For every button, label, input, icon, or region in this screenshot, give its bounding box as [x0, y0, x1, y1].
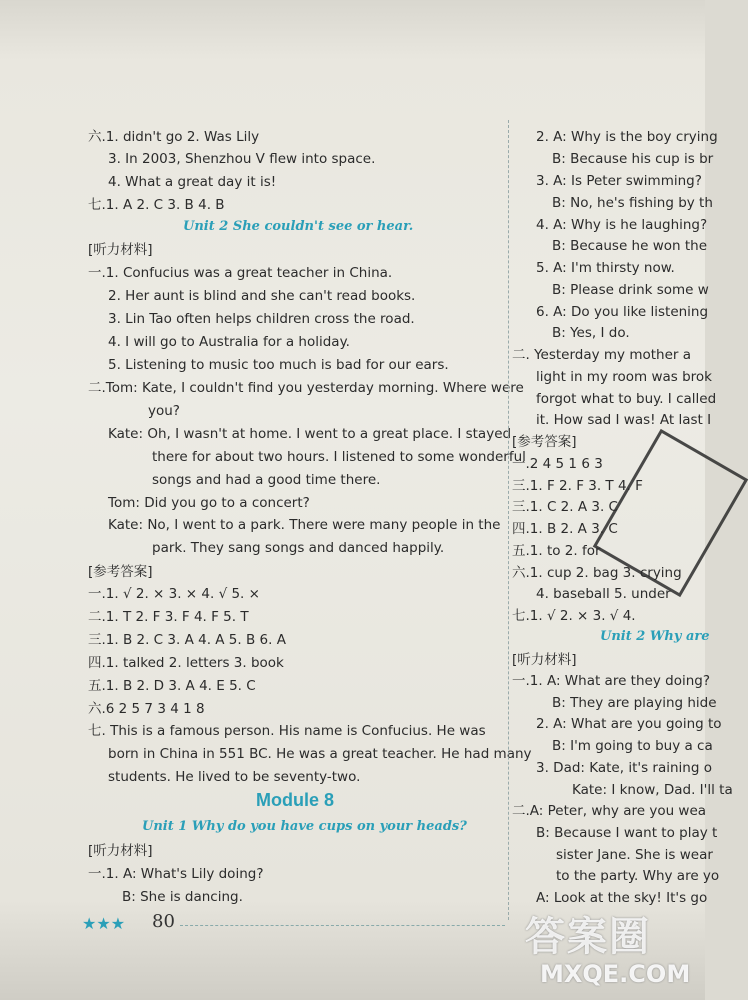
- transcript-line: B: Please drink some w: [552, 282, 709, 298]
- transcript-line: park. They sang songs and danced happily.: [152, 540, 445, 556]
- answer-line: 五.1. B 2. D 3. A 4. E 5. C: [88, 678, 256, 694]
- transcript-line: Kate: Oh, I wasn't at home. I went to a great place. I stayed: [108, 426, 512, 442]
- answer-line: 三.1. F 2. F 3. T 4. F: [512, 478, 643, 494]
- transcript-line: you?: [148, 403, 180, 419]
- answer-line: 二.1. T 2. F 3. F 4. F 5. T: [88, 609, 249, 625]
- transcript-line: 一.1. Confucius was a great teacher in China.: [88, 265, 393, 281]
- transcript-line: there for about two hours. I listened to some wonderful: [152, 449, 526, 465]
- transcript-line: songs and had a good time there.: [152, 472, 381, 488]
- footer-rule: [180, 925, 505, 926]
- answer-line: 六.1. cup 2. bag 3. crying: [512, 565, 682, 581]
- transcript-line: 二.Tom: Kate, I couldn't find you yesterday morning. Where were: [88, 380, 524, 396]
- transcript-line: B: Because I want to play t: [536, 825, 718, 841]
- section-label: [参考答案]: [88, 564, 153, 580]
- answer-line: 七.1. √ 2. × 3. √ 4.: [512, 608, 636, 624]
- transcript-line: light in my room was brok: [536, 369, 712, 385]
- section-label: [听力材料]: [512, 652, 577, 668]
- transcript-line: 6. A: Do you like listening: [536, 304, 709, 320]
- transcript-line: Kate: No, I went to a park. There were many people in the: [108, 517, 501, 533]
- answer-line: 四.1. B 2. A 3. C: [512, 521, 618, 537]
- transcript-line: 2. A: Why is the boy crying: [536, 129, 718, 145]
- transcript-line: 4. A: Why is he laughing?: [536, 217, 708, 233]
- transcript-line: Tom: Did you go to a concert?: [108, 495, 310, 511]
- answer-line: 一.1. √ 2. × 3. × 4. √ 5. ×: [88, 586, 260, 602]
- transcript-line: B: No, he's fishing by th: [552, 195, 713, 211]
- answer-line: 一.2 4 5 1 6 3: [512, 456, 603, 472]
- answer-line: 三.1. C 2. A 3. C: [512, 499, 618, 515]
- answer-line: 3. In 2003, Shenzhou V flew into space.: [108, 151, 376, 167]
- unit-title: Unit 2 Why are: [600, 629, 710, 644]
- unit-title: Unit 2 She couldn't see or hear.: [183, 219, 414, 234]
- answer-line: 4. baseball 5. under: [536, 586, 671, 602]
- transcript-line: 一.1. A: What are they doing?: [512, 673, 710, 689]
- answer-line: born in China in 551 BC. He was a great teacher. He had many: [108, 746, 532, 762]
- transcript-line: forgot what to buy. I called: [536, 391, 717, 407]
- column-divider: [508, 120, 509, 920]
- answer-line: 七.1. A 2. C 3. B 4. B: [88, 197, 225, 213]
- transcript-line: sister Jane. She is wear: [556, 847, 713, 863]
- transcript-line: 二. Yesterday my mother a: [512, 347, 692, 363]
- transcript-line: 3. Dad: Kate, it's raining o: [536, 760, 712, 776]
- transcript-line: B: I'm going to buy a ca: [552, 738, 713, 754]
- answer-line: 4. What a great day it is!: [108, 174, 277, 190]
- unit-title: Unit 1 Why do you have cups on your heads?: [142, 819, 467, 834]
- answer-line: 三.1. B 2. C 3. A 4. A 5. B 6. A: [88, 632, 286, 648]
- transcript-line: B: She is dancing.: [122, 889, 243, 905]
- watermark-logo: 答案圈: [525, 914, 651, 960]
- transcript-line: 2. A: What are you going to: [536, 716, 722, 732]
- transcript-line: to the party. Why are yo: [556, 868, 720, 884]
- transcript-line: B: Yes, I do.: [552, 325, 630, 341]
- transcript-line: A: Look at the sky! It's go: [536, 890, 708, 906]
- answer-line: 七. This is a famous person. His name is Confucius. He was: [88, 723, 486, 739]
- transcript-line: 3. A: Is Peter swimming?: [536, 173, 702, 189]
- transcript-line: B: Because he won the: [552, 238, 708, 254]
- transcript-line: it. How sad I was! At last I: [536, 412, 712, 428]
- transcript-line: 5. A: I'm thirsty now.: [536, 260, 675, 276]
- transcript-line: 一.1. A: What's Lily doing?: [88, 866, 264, 882]
- answer-line: 四.1. talked 2. letters 3. book: [88, 655, 284, 671]
- transcript-line: B: Because his cup is br: [552, 151, 714, 167]
- watermark-url: MXQE.COM: [540, 960, 691, 988]
- answer-line: 五.1. to 2. for: [512, 543, 601, 559]
- section-label: [听力材料]: [88, 242, 153, 258]
- section-label: [听力材料]: [88, 843, 153, 859]
- module-title: Module 8: [255, 790, 334, 810]
- answer-line: students. He lived to be seventy-two.: [108, 769, 361, 785]
- transcript-line: 二.A: Peter, why are you wea: [512, 803, 707, 819]
- transcript-line: 2. Her aunt is blind and she can't read books.: [108, 288, 416, 304]
- transcript-line: Kate: I know, Dad. I'll ta: [572, 782, 733, 798]
- transcript-line: 5. Listening to music too much is bad for our ears.: [108, 357, 449, 373]
- transcript-line: B: They are playing hide: [552, 695, 717, 711]
- section-label: [参考答案]: [512, 434, 577, 450]
- difficulty-stars-icon: ★★★: [82, 914, 126, 933]
- answer-line: 六.6 2 5 7 3 4 1 8: [88, 701, 205, 717]
- transcript-line: 3. Lin Tao often helps children cross the road.: [108, 311, 415, 327]
- transcript-line: 4. I will go to Australia for a holiday.: [108, 334, 350, 350]
- page-number: 80: [152, 911, 175, 932]
- answer-line: 六.1. didn't go 2. Was Lily: [88, 129, 260, 145]
